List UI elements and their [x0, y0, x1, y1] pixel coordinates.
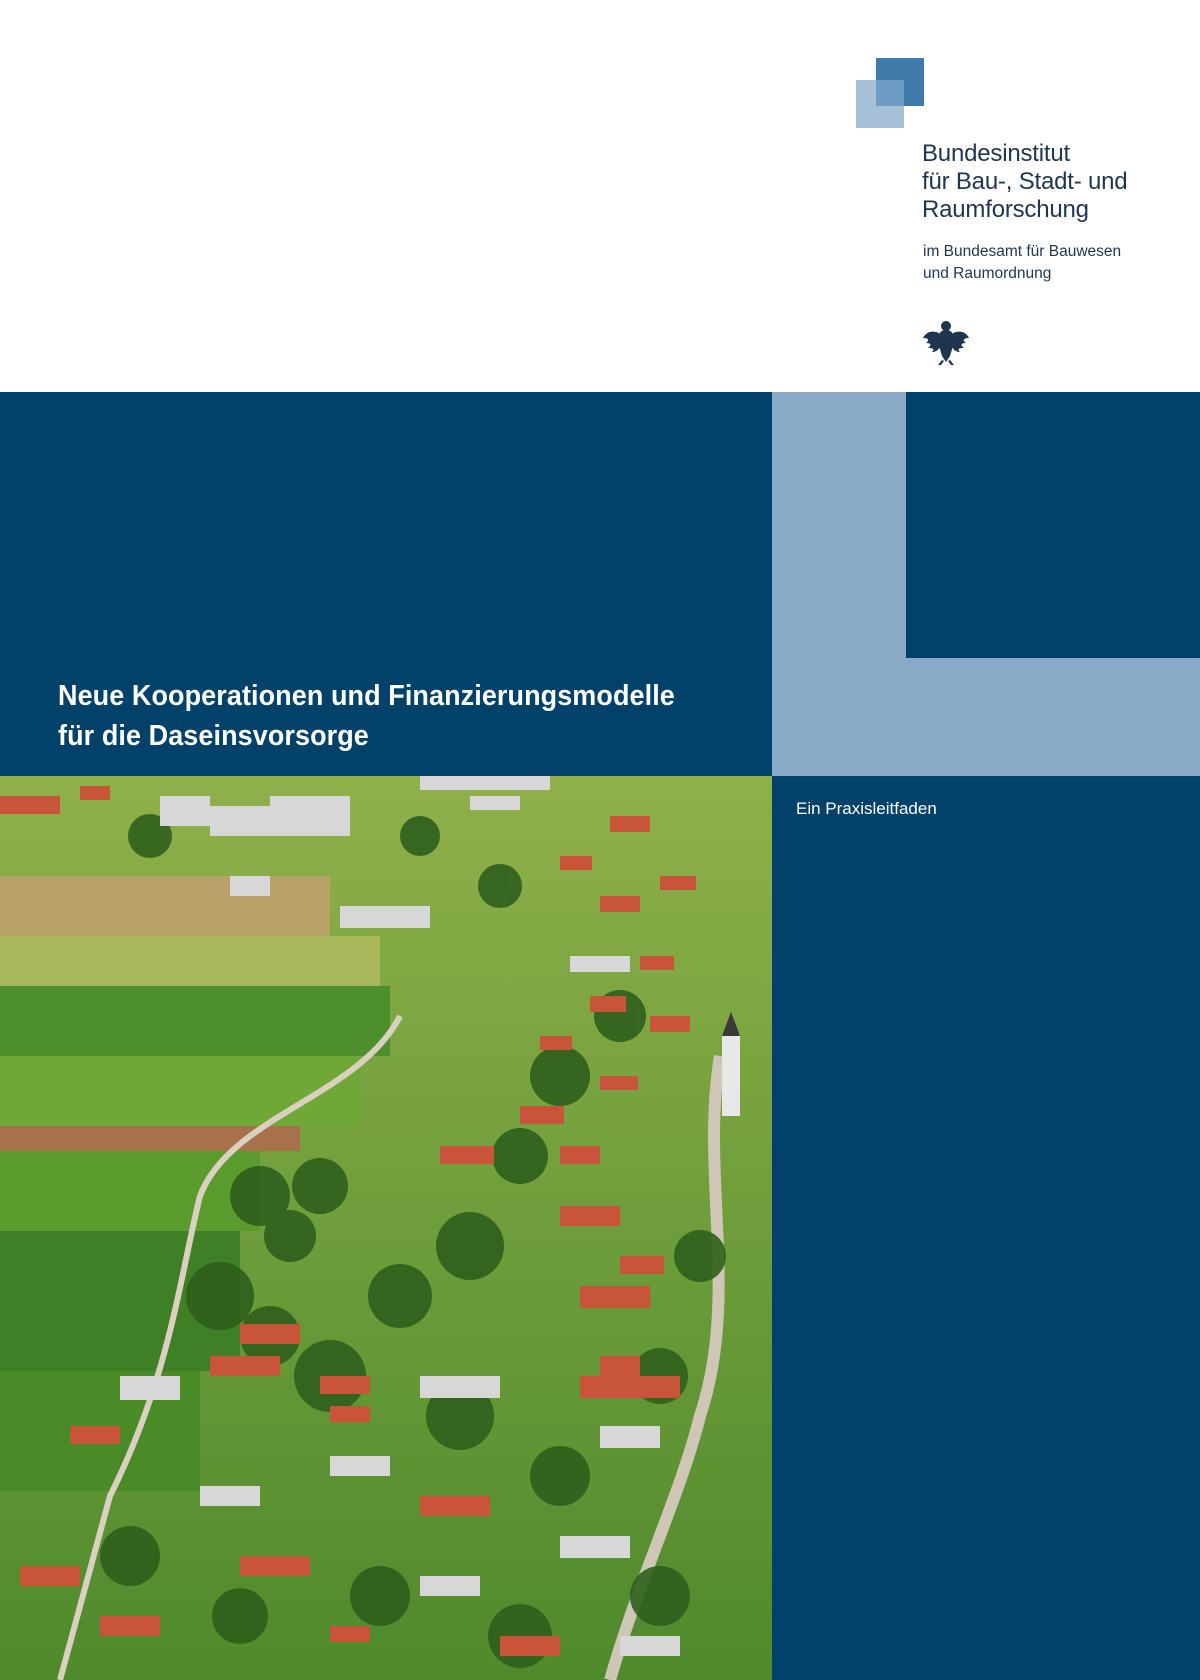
institute-subtitle-line: und Raumordnung [923, 265, 1052, 282]
institute-subtitle-line: im Bundesamt für Bauwesen [923, 243, 1122, 260]
aerial-village-photo [0, 776, 772, 1680]
corner-block [906, 392, 1200, 658]
institute-name-line: für Bau-, Stadt- und [922, 168, 1128, 195]
institute-subtitle [923, 241, 1183, 285]
title-line: für die Daseinsvorsorge [58, 720, 369, 752]
title-line: Neue Kooperationen und Finanzierungsmodelle [58, 680, 675, 712]
institute-name-line: Bundesinstitut [922, 140, 1070, 167]
subtitle: Ein Praxisleitfaden [796, 799, 937, 818]
institute-name-line: Raumforschung [922, 196, 1089, 223]
institute-name [922, 140, 1182, 224]
institute-logo-icon [856, 58, 926, 130]
right-column [772, 776, 1200, 1680]
page-title [58, 676, 718, 756]
federal-eagle-icon [920, 316, 972, 366]
